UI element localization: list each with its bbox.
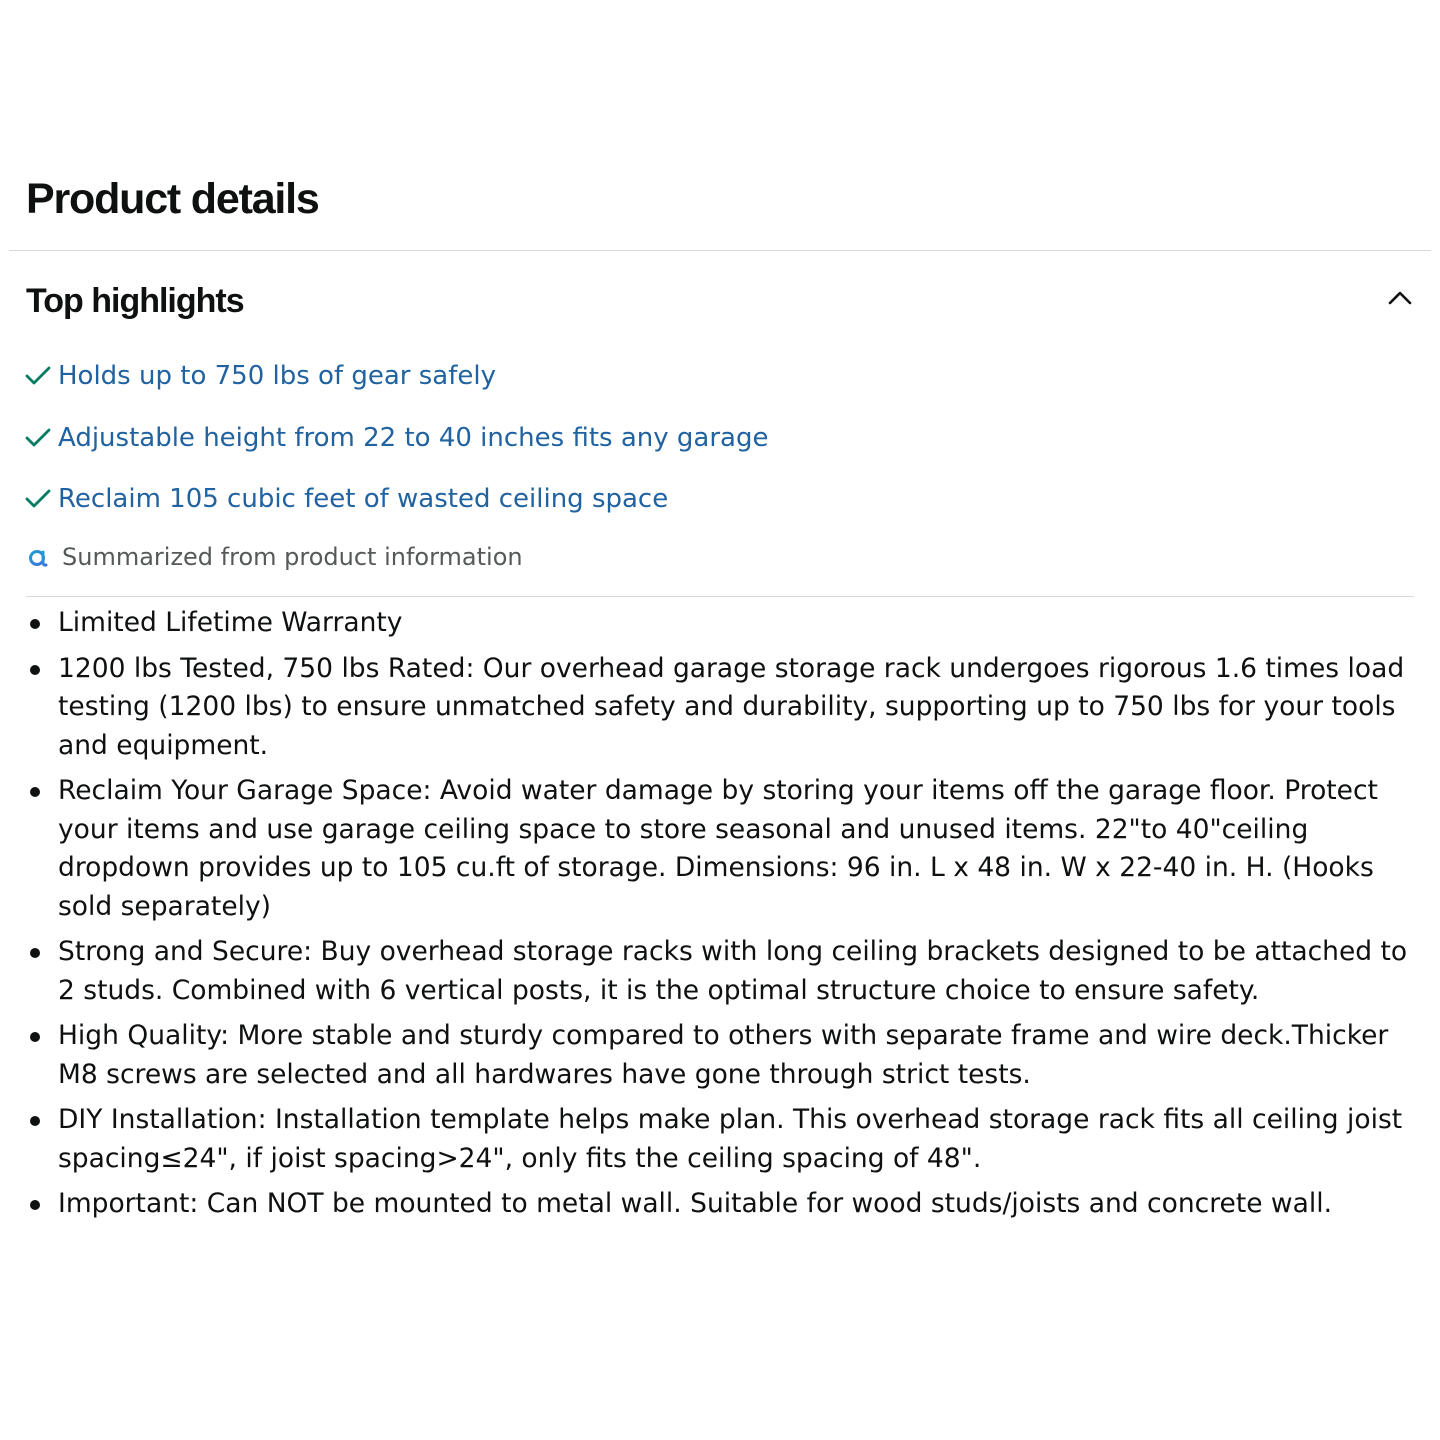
bullet-text: High Quality: More stable and sturdy compared to others with separate frame and wire deck.Thicker M8 screws are selected and all hardwares have gone through strict tests. <box>58 1020 1389 1090</box>
highlight-item[interactable] <box>24 418 768 458</box>
bullet-text: Important: Can NOT be mounted to metal wall. Suitable for wood studs/joists and concrete wall. <box>58 1188 1332 1219</box>
ai-summary-icon <box>26 544 52 570</box>
bullet-dot <box>30 1032 40 1042</box>
chevron-up-icon[interactable] <box>1384 282 1416 314</box>
list-item <box>0 650 1440 766</box>
bullet-text: Reclaim Your Garage Space: Avoid water damage by storing your items off the garage floor. Protect your items and use garage ceiling space to store seasonal and unused items. 22"to 40"ceiling dropdown provides up to 105 cu.ft of storage. Dimensions: 96 in. L x 48 in. W x 22-40 in. H. (Hooks sold separately) <box>58 775 1378 922</box>
checkmark-icon <box>24 424 52 452</box>
feature-bullets-list <box>0 604 1440 1231</box>
page-title: Product details <box>26 175 319 223</box>
bullet-dot <box>30 665 40 675</box>
bullet-text: 1200 lbs Tested, 750 lbs Rated: Our overhead garage storage rack undergoes rigorous 1.6 times load testing (1200 lbs) to ensure unmatched safety and durability, supporting up to 750 lbs for your tools and equipment. <box>58 652 1405 761</box>
highlight-text[interactable]: Holds up to 750 lbs of gear safely <box>58 361 496 391</box>
list-item <box>0 933 1440 1010</box>
bullet-dot <box>30 619 40 629</box>
list-item <box>0 772 1440 926</box>
bullet-dot <box>30 1200 40 1210</box>
highlight-text[interactable]: Adjustable height from 22 to 40 inches fits any garage <box>58 423 769 453</box>
checkmark-icon <box>24 485 52 513</box>
list-item <box>0 1101 1440 1178</box>
top-highlights-title: Top highlights <box>26 282 244 320</box>
bullet-text: Limited Lifetime Warranty <box>58 607 403 638</box>
checkmark-icon <box>24 362 52 390</box>
summary-text: Summarized from product information <box>62 543 523 571</box>
list-item <box>0 1185 1440 1224</box>
highlight-item[interactable] <box>24 356 496 396</box>
section-divider <box>9 250 1431 251</box>
highlight-text[interactable]: Reclaim 105 cubic feet of wasted ceiling space <box>58 484 669 514</box>
summary-note <box>26 538 523 576</box>
bullet-text: Strong and Secure: Buy overhead storage racks with long ceiling brackets designed to be attached to 2 studs. Combined with 6 vertical posts, it is the optimal structure choice to ensure safety. <box>58 936 1408 1006</box>
top-highlights-header[interactable] <box>26 276 1426 326</box>
highlight-item[interactable] <box>24 479 668 519</box>
list-item <box>0 604 1440 643</box>
list-item <box>0 1017 1440 1094</box>
bullet-text: DIY Installation: Installation template helps make plan. This overhead storage rack fits all ceiling joist spacing≤24", if joist spacing>24", only fits the ceiling spacing of 48". <box>58 1104 1403 1174</box>
bullet-dot <box>30 787 40 797</box>
bullet-dot <box>30 1116 40 1126</box>
bullet-dot <box>30 948 40 958</box>
bullets-divider <box>26 596 1414 597</box>
